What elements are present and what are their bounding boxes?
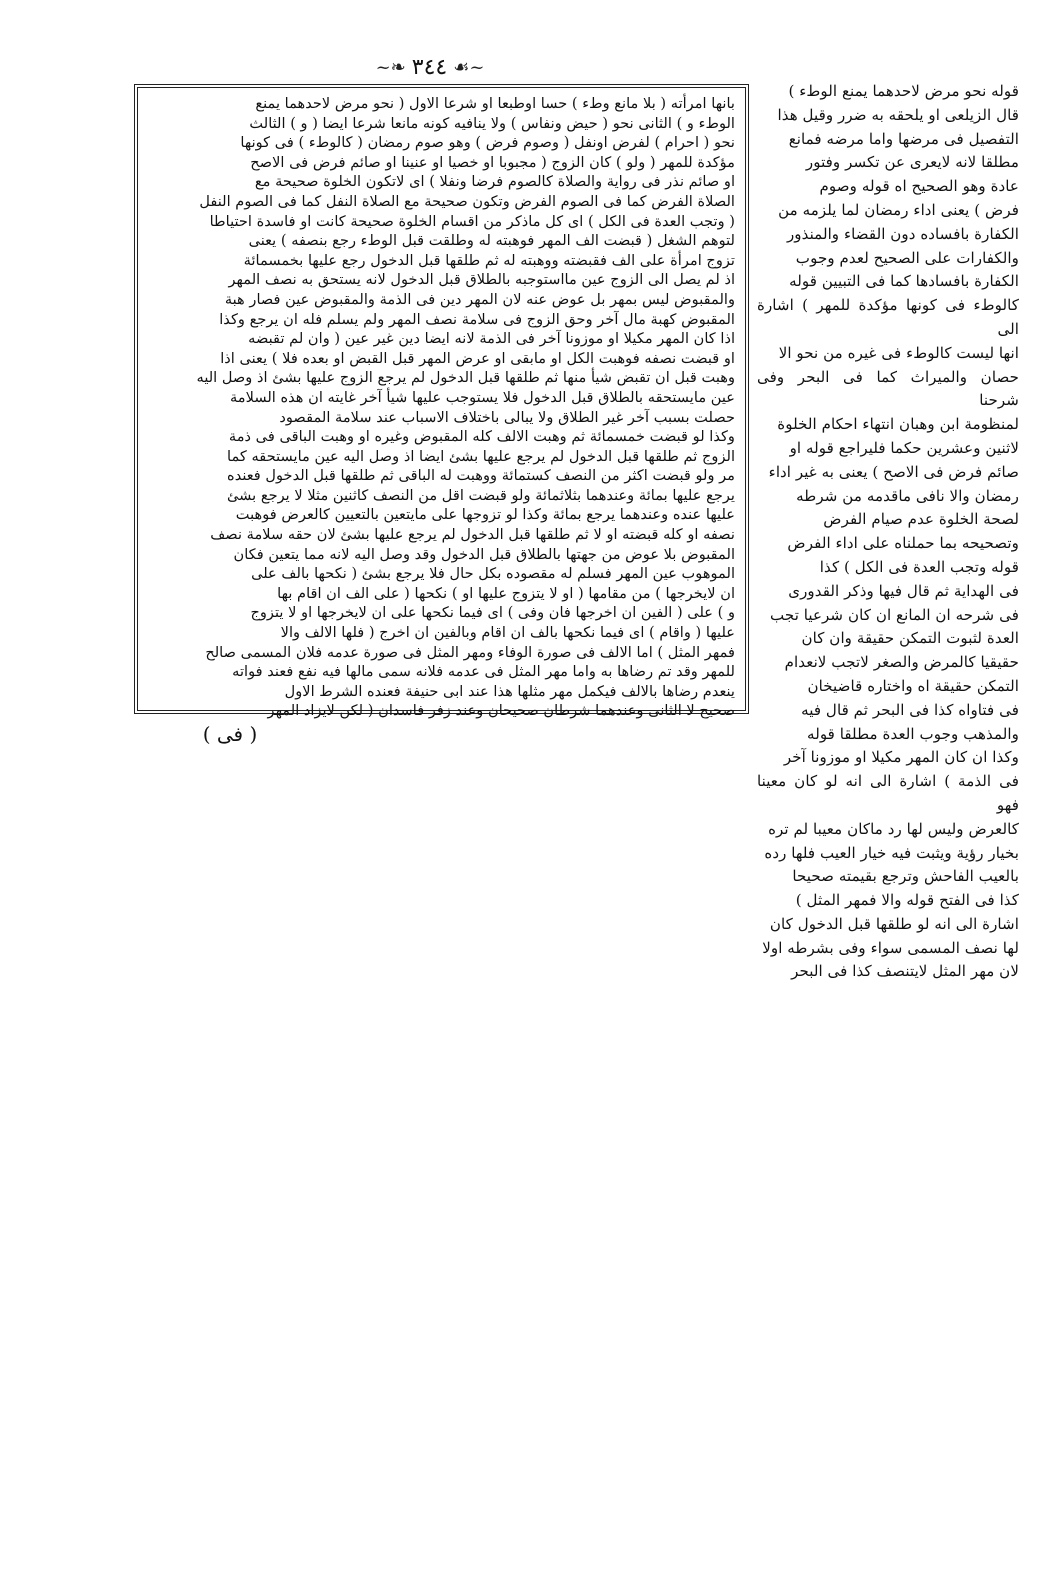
main-text-line: ان لايخرجها ) من مقامها ( او لا يتزوج عليها او ) نكحها ( على الف ان اقام بها [277, 584, 735, 602]
margin-text-line: لها نصف المسمى سواء وفى بشرطه اولا [762, 938, 1019, 957]
margin-text-line: لاثنين وعشرين حكما فليراجع قوله او [789, 438, 1019, 457]
main-text-line: لتوهم الشغل ( قبضت الف المهر فوهبته له وطلقت قبل الوطء رجع بنصفه ) يعنى [248, 232, 735, 250]
margin-text-line: لان مهر المثل لايتنصف كذا فى البحر [791, 962, 1019, 981]
margin-text-line: اشارة الى انه لو طلقها قبل الدخول كان [769, 914, 1019, 933]
margin-text-line: حقيقيا كالمرض والصغر لاتجب لانعدام [784, 653, 1019, 672]
margin-text-line: قال الزيلعى او يلحقه به ضرر وقيل هذا [777, 105, 1019, 124]
main-text-line: حصلت بسبب آخر غير الطلاق ولا يبالى باختلاف الاسباب عند سلامة المقصود [279, 408, 735, 426]
main-text-line: مر ولو قبضت اكثر من النصف كستمائة ووهبت له الباقى ثم طلقها قبل الدخول فعنده [227, 467, 735, 485]
main-text-line: الزوج ثم طلقها قبل الدخول لم يرجع عليها بشئ ايضا اذ وصل اليه عين مايستحقه كما [227, 447, 735, 465]
ornament-left-icon: ~❧ [375, 56, 406, 78]
main-text-line: الصلاة الفرض كما فى الصوم الفرض وتكون صحيحة مع الصلاة النفل كما فى الصوم النفل [199, 192, 735, 210]
margin-text-line: بالعيب الفاحش وترجع بقيمته صحيحا [792, 867, 1019, 886]
margin-text-line: لصحة الخلوة عدم صيام الفرض [823, 510, 1019, 529]
margin-text-line: قوله وتجب العدة فى الكل ) كذا [819, 557, 1019, 576]
margin-text-line: حصان والميراث كما فى البحر وفى شرحنا [757, 367, 1019, 410]
main-text-line: وكذا لو قبضت خمسمائة ثم وهبت الالف كله المقبوض وغيره او وهبت الباقى فى ذمة [228, 428, 735, 446]
margin-text-line: صائم فرض فى الاصح ) يعنى به غير اداء [768, 462, 1019, 481]
margin-text-line: رمضان والا نافى ماقدمه من شرطه [796, 486, 1019, 505]
main-text-line: او قبضت نصفه فوهبت الكل او مابقى او عرض المهر قبل القبض او بعده فلا ) يعنى اذا [220, 349, 735, 367]
main-text-line: والمقبوض ليس بمهر بل عوض عنه لان المهر دين فى الذمة والمقبوض عين فصار هبة [224, 290, 735, 308]
margin-text-line: فرض ) يعنى اداء رمضان لما يلزمه من [778, 200, 1019, 219]
main-text-line: مؤكدة للمهر ( ولو ) كان الزوج ( مجبوبا او خصيا او عنينا او صائم فرض فى الاصح [250, 153, 735, 171]
main-text-line: المقبوض بلا عوض من جهتها بالطلاق قبل الدخول وقد وصل اليه لانه مما يتعين فكان [233, 545, 735, 563]
margin-text-line: التفصيل فى مرضها واما مرضه فمانع [788, 129, 1019, 148]
main-text-line: يرجع عليها بمائة وعندهما بثلاثمائة ولو قبضت اقل من النصف كاثنين مثلا لا يرجع بشئ [226, 486, 735, 504]
margin-text-line: مطلقا لانه لايعرى عن تكسر وفتور [805, 153, 1019, 172]
margin-text-line: كالوطء فى كونها مؤكدة للمهر ) اشارة الى [757, 296, 1019, 338]
margin-text-line: كذا فى الفتح قوله والا فمهر المثل ) [795, 891, 1019, 910]
main-text-line: فمهر المثل ) اما الالف فى صورة الوفاء ومهر المثل فى صورة عدمه فلان المسمى صالح [205, 643, 735, 661]
catchword: ( فى ) [202, 722, 258, 746]
main-text-line: و ) على ( الفين ان اخرجها فان وفى ) اى فيما نكحها على ان لايخرجها او لا يتزوج [250, 604, 735, 622]
page-header [360, 52, 500, 82]
margin-text-line: والمذهب وجوب العدة مطلقا قوله [807, 724, 1019, 743]
main-text-line: اذا كان المهر مكيلا او موزونا آخر فى الذمة لانه ايضا دين غير عين ( وان لم تقبضه [248, 330, 735, 348]
margin-text-line: الكفارة بافسادها كما فى التبيين قوله [789, 272, 1019, 291]
margin-text-line: العدة لثبوت التمكن حقيقة وان كان [801, 629, 1019, 648]
margin-text-line: انها ليست كالوطء فى غيره من نحو الا [778, 343, 1019, 362]
margin-text-line: لمنظومة ابن وهبان انتهاء احكام الخلوة [777, 415, 1019, 434]
margin-text-line: التمكن حقيقة اه واختاره قاضيخان [807, 676, 1019, 695]
margin-text-line: قوله نحو مرض لاحدهما يمنع الوطء ) [788, 82, 1019, 100]
main-text-line: عين مايستحقه بالطلاق قبل الدخول فلا يستوجب عليها شيأ آخر غايته ان هذه السلامة [229, 388, 735, 406]
margin-text-line: كالعرض وليس لها رد ماكان معيبا لم تره [768, 819, 1019, 838]
main-text-line: ينعدم رضاها بالالف فيكمل مهر مثلها هذا عند ابى حنيفة فعنده الشرط الاول [284, 682, 735, 700]
margin-text-line: فى فتاواه كذا فى البحر ثم قال فيه [801, 700, 1019, 719]
main-text-line: بانها امرأته ( بلا مانع وطء ) حسا اوطبعا او شرعا الاول ( نحو مرض لاحدهما يمنع [255, 95, 735, 112]
margin-text-line: الكفارة بافساده دون القضاء والمنذور [786, 224, 1019, 243]
main-text-line: عليها عنده وعندهما يرجع بمائة وكذا لو تزوجها على مايتعين بالتعيين كالعرض فوهبت [235, 506, 735, 524]
main-text-frame [134, 84, 749, 720]
ornament-right-icon: ☙~ [453, 56, 485, 78]
margin-text-line: وكذا ان كان المهر مكيلا او موزونا آخر [783, 748, 1019, 767]
margin-text-line: فى الهداية ثم قال فيها وذكر القدورى [788, 581, 1019, 600]
main-text-line: او صائم نذر فى رواية والصلاة كالصوم فرضا ونفلا ) اى لاتكون الخلوة صحيحة مع [254, 173, 735, 191]
main-text-line: الموهوب عين المهر فسلم له مقصوده بكل حال فلا يرجع بشئ ( نكحها بالف على [251, 565, 735, 583]
main-text-line: نحو ( احرام ) لفرض اونفل ( وصوم فرض ) وهو صوم رمضان ( كالوطء ) فى كونها [240, 134, 735, 152]
main-text-line: المقبوض كهبة مال آخر وحق الزوج فى سلامة نصف المهر ولم يسلم فله ان يرجع وكذا [219, 310, 735, 328]
main-text-line: ( وتجب العدة فى الكل ) اى كل ماذكر من اقسام الخلوة صحيحة كانت او فاسدة احتياطا [209, 212, 735, 230]
main-text-line: عليها ( واقام ) اى فيما نكحها بالف ان اقام وبالفين ان اخرج ( فلها الالف والا [280, 624, 735, 642]
margin-text-line: وتصحيحه بما حملناه على اداء الفرض [787, 534, 1019, 553]
main-text-line: اذ لم يصل الى الزوج عين مااستوجبه بالطلاق قبل الدخول لانه يستحق به نصف المهر [228, 271, 735, 289]
margin-text-line: فى شرحه ان المانع ان كان شرعيا تجب [770, 605, 1019, 624]
marginal-commentary [757, 80, 1019, 981]
main-text-line: للمهر وقد تم رضاها به واما مهر المثل فى عدمه فلانه سمى مالها فيه نفع فعند فواته [232, 663, 735, 681]
margin-text-line: والكفارات على الصحيح لعدم وجوب [795, 248, 1019, 267]
margin-text-line: بخيار رؤية ويثبت فيه خيار العيب فلها رده [764, 843, 1019, 862]
main-text-body [148, 94, 735, 720]
main-text-line: صحيح لا الثانى وعندهما شرطان صحيحان وعند زفر فاسدان ( لكن لايزاد المهر [267, 702, 735, 720]
main-text-line: الوطء و ) الثانى نحو ( حيض ونفاس ) ولا ينافيه كونه مانعا شرعا ايضا ( و ) الثالث [249, 114, 735, 132]
main-text-line: نصفه او كله قبضته او لا ثم طلقها قبل الدخول لم يرجع عليها بشئ لان حقه سلامة نصف [210, 526, 735, 544]
margin-text-line: عادة وهو الصحيح اه قوله وصوم [819, 177, 1019, 196]
main-text-line: وهبت قبل ان تقبض شيأ منها ثم طلقها قبل الدخول لم يرجع الزوج عليها بشئ اذ وصل اليه [196, 369, 735, 387]
margin-text-line: فى الذمة ) اشارة الى انه لو كان معينا فهو [757, 772, 1019, 814]
page-number: ٣٤٤ [411, 54, 448, 80]
main-text-line: تزوج امرأة على الف فقبضته ووهبته له ثم طلقها قبل الدخول رجع عليها بخمسمائة [243, 251, 735, 269]
